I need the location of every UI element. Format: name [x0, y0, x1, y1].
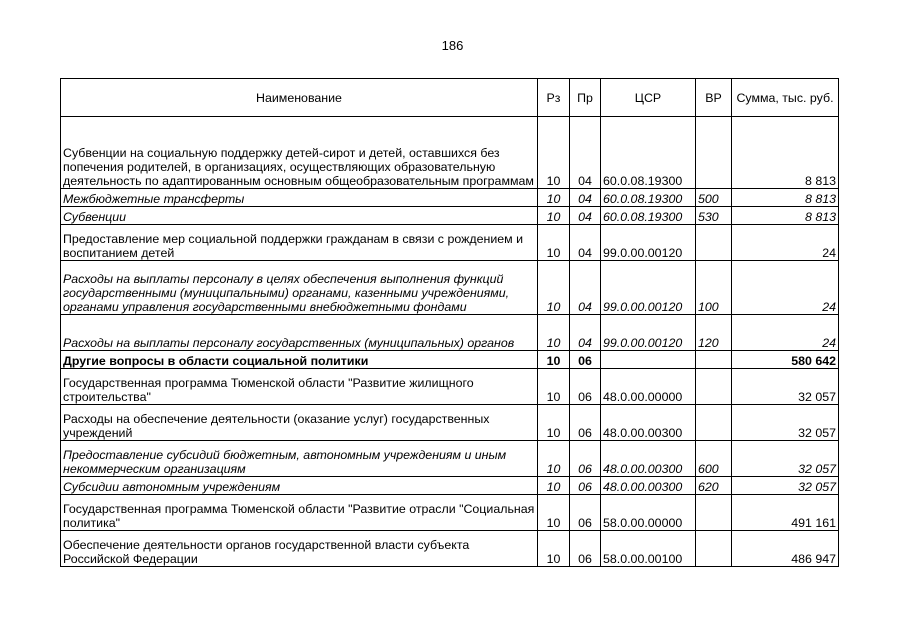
cell-csr: 48.0.00.00300 — [601, 441, 696, 477]
cell-sum: 32 057 — [732, 477, 839, 495]
cell-pr: 04 — [570, 189, 601, 207]
header-pr: Пр — [570, 79, 601, 117]
cell-pr: 04 — [570, 225, 601, 261]
cell-sum: 24 — [732, 261, 839, 315]
cell-sum: 32 057 — [732, 441, 839, 477]
cell-vr: 530 — [696, 207, 732, 225]
cell-vr — [696, 531, 732, 567]
cell-csr: 48.0.00.00000 — [601, 369, 696, 405]
table-row — [61, 351, 839, 369]
cell-rz: 10 — [538, 531, 570, 567]
page-number: 186 — [441, 38, 464, 53]
cell-csr: 60.0.08.19300 — [601, 117, 696, 189]
table-body — [61, 117, 839, 567]
header-csr: ЦСР — [601, 79, 696, 117]
header-vr: ВР — [696, 79, 732, 117]
cell-name: Расходы на выплаты персоналу государственных (муниципальных) органов — [61, 315, 538, 351]
cell-rz: 10 — [538, 189, 570, 207]
cell-vr: 620 — [696, 477, 732, 495]
cell-name: Другие вопросы в области социальной политики — [61, 351, 538, 369]
table-row — [61, 315, 839, 351]
cell-csr: 60.0.08.19300 — [601, 189, 696, 207]
cell-csr: 99.0.00.00120 — [601, 261, 696, 315]
cell-sum: 24 — [732, 225, 839, 261]
cell-rz: 10 — [538, 441, 570, 477]
header-name: Наименование — [61, 79, 538, 117]
budget-table — [60, 78, 839, 567]
header-rz: Рз — [538, 79, 570, 117]
cell-sum: 8 813 — [732, 189, 839, 207]
cell-sum: 8 813 — [732, 207, 839, 225]
table-row — [61, 369, 839, 405]
cell-rz: 10 — [538, 225, 570, 261]
table-row — [61, 117, 839, 189]
table-row — [61, 207, 839, 225]
cell-vr — [696, 351, 732, 369]
cell-pr: 04 — [570, 207, 601, 225]
cell-pr: 04 — [570, 315, 601, 351]
table-row — [61, 189, 839, 207]
cell-name: Государственная программа Тюменской области "Развитие жилищного строительства" — [61, 369, 538, 405]
cell-vr: 500 — [696, 189, 732, 207]
cell-pr: 06 — [570, 477, 601, 495]
cell-name: Расходы на выплаты персоналу в целях обеспечения выполнения функций государственными (муниципальными) органами, казенными учреждениями, органами управления государственными внебюджетными фондами — [61, 261, 538, 315]
cell-name: Межбюджетные трансферты — [61, 189, 538, 207]
cell-csr: 60.0.08.19300 — [601, 207, 696, 225]
cell-sum: 486 947 — [732, 531, 839, 567]
cell-csr: 99.0.00.00120 — [601, 315, 696, 351]
cell-csr: 48.0.00.00300 — [601, 477, 696, 495]
table-row — [61, 405, 839, 441]
table-header-row — [61, 79, 839, 117]
cell-pr: 06 — [570, 441, 601, 477]
cell-name: Субвенции на социальную поддержку детей-сирот и детей, оставшихся без попечения родителей, в организациях, осуществляющих образовательную деятельность по адаптированным основным общеобразовательным программам — [61, 117, 538, 189]
cell-sum: 32 057 — [732, 405, 839, 441]
cell-csr: 48.0.00.00300 — [601, 405, 696, 441]
cell-rz: 10 — [538, 369, 570, 405]
cell-rz: 10 — [538, 477, 570, 495]
cell-vr — [696, 495, 732, 531]
cell-rz: 10 — [538, 351, 570, 369]
cell-csr: 58.0.00.00100 — [601, 531, 696, 567]
cell-name: Государственная программа Тюменской области "Развитие отрасли "Социальная политика" — [61, 495, 538, 531]
cell-name: Обеспечение деятельности органов государственной власти субъекта Российской Федерации — [61, 531, 538, 567]
table-row — [61, 531, 839, 567]
cell-pr: 06 — [570, 369, 601, 405]
cell-name: Предоставление мер социальной поддержки гражданам в связи с рождением и воспитанием детей — [61, 225, 538, 261]
table-row — [61, 261, 839, 315]
cell-vr — [696, 405, 732, 441]
cell-rz: 10 — [538, 315, 570, 351]
header-sum: Сумма, тыс. руб. — [732, 79, 839, 117]
table-row — [61, 441, 839, 477]
cell-name: Расходы на обеспечение деятельности (оказание услуг) государственных учреждений — [61, 405, 538, 441]
cell-pr: 06 — [570, 531, 601, 567]
cell-name: Субвенции — [61, 207, 538, 225]
cell-vr: 100 — [696, 261, 732, 315]
cell-csr: 58.0.00.00000 — [601, 495, 696, 531]
cell-vr: 120 — [696, 315, 732, 351]
cell-csr: 99.0.00.00120 — [601, 225, 696, 261]
cell-vr — [696, 369, 732, 405]
cell-vr: 600 — [696, 441, 732, 477]
table-row — [61, 477, 839, 495]
cell-pr: 04 — [570, 261, 601, 315]
cell-sum: 8 813 — [732, 117, 839, 189]
cell-rz: 10 — [538, 261, 570, 315]
cell-rz: 10 — [538, 117, 570, 189]
cell-pr: 06 — [570, 405, 601, 441]
cell-name: Субсидии автономным учреждениям — [61, 477, 538, 495]
cell-pr: 06 — [570, 351, 601, 369]
cell-rz: 10 — [538, 405, 570, 441]
cell-pr: 04 — [570, 117, 601, 189]
cell-rz: 10 — [538, 495, 570, 531]
cell-pr: 06 — [570, 495, 601, 531]
table-row — [61, 495, 839, 531]
cell-name: Предоставление субсидий бюджетным, автономным учреждениям и иным некоммерческим организациям — [61, 441, 538, 477]
table-row — [61, 225, 839, 261]
cell-csr — [601, 351, 696, 369]
cell-sum: 32 057 — [732, 369, 839, 405]
cell-vr — [696, 225, 732, 261]
cell-rz: 10 — [538, 207, 570, 225]
cell-vr — [696, 117, 732, 189]
cell-sum: 580 642 — [732, 351, 839, 369]
cell-sum: 24 — [732, 315, 839, 351]
cell-sum: 491 161 — [732, 495, 839, 531]
